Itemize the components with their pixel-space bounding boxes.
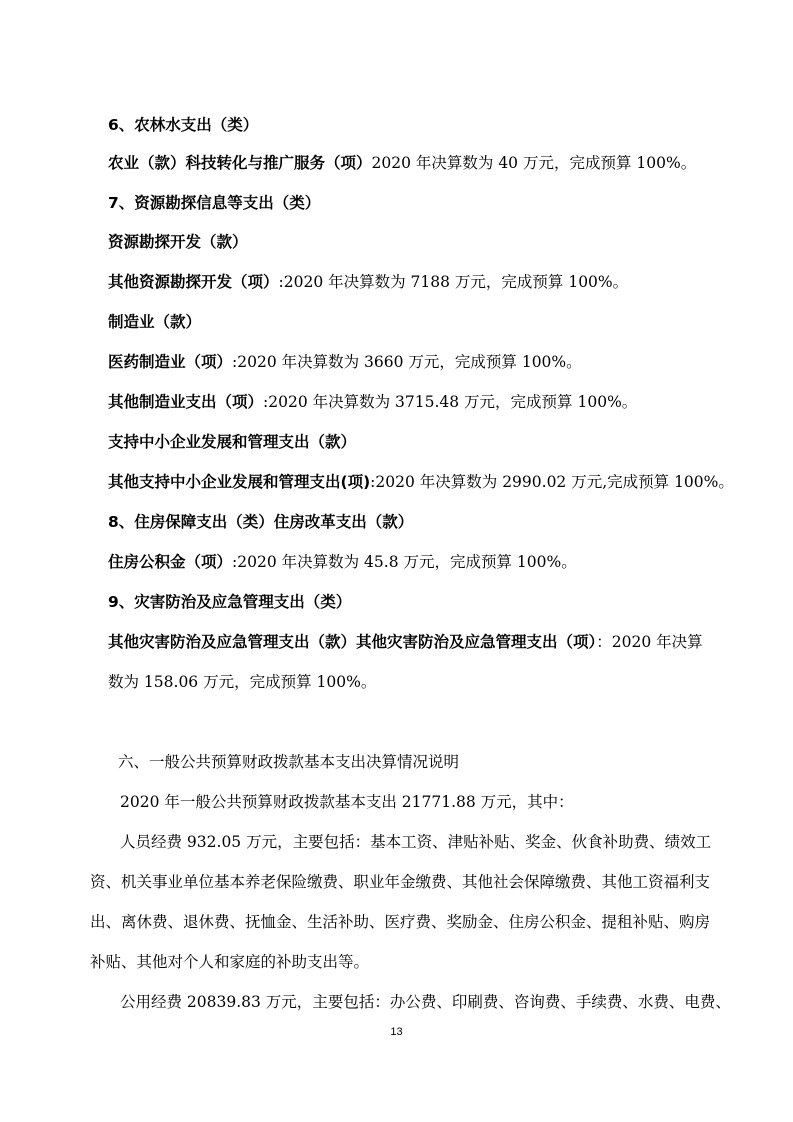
item-other-disaster-cont: 数为 158.06 万元，完成预算 100%。 bbox=[108, 673, 377, 691]
heading-disaster: 9、灾害防治及应急管理支出（类） bbox=[108, 593, 352, 611]
subheading-resource-dev: 资源勘探开发（款） bbox=[108, 233, 248, 251]
item-other-sme: 其他支持中小企业发展和管理支出(项):2020 年决算数为 2990.02 万元,完成预算 100%。 bbox=[108, 473, 734, 491]
para-personnel-1: 人员经费 932.05 万元，主要包括：基本工资、津贴补贴、奖金、伙食补助费、绩效工 bbox=[120, 833, 712, 851]
subheading-manufacturing: 制造业（款） bbox=[108, 313, 202, 331]
heading-agriculture: 6、农林水支出（类） bbox=[108, 116, 259, 134]
heading-resource: 7、资源勘探信息等支出（类） bbox=[108, 194, 321, 212]
item-other-manufacturing: 其他制造业支出（项）:2020 年决算数为 3715.48 万元，完成预算 100%。 bbox=[108, 393, 638, 411]
heading-housing: 8、住房保障支出（类）住房改革支出（款） bbox=[108, 513, 414, 531]
para-personnel-3: 出、离休费、退休费、抚恤金、生活补助、医疗费、奖励金、住房公积金、提租补贴、购房 bbox=[90, 913, 711, 931]
item-agri-tech: 农业（款）科技转化与推广服务（项）2020 年决算数为 40 万元，完成预算 100%。 bbox=[108, 154, 697, 172]
page-number: 13 bbox=[390, 1026, 403, 1038]
para-basic-expenditure: 2020 年一般公共预算财政拨款基本支出 21771.88 万元，其中： bbox=[120, 793, 574, 811]
item-other-resource: 其他资源勘探开发（项）:2020 年决算数为 7188 万元，完成预算 100%。 bbox=[108, 273, 629, 291]
para-public-1: 公用经费 20839.83 万元，主要包括：办公费、印刷费、咨询费、手续费、水费、电费、 bbox=[120, 993, 731, 1011]
section-heading-six: 六、一般公共预算财政拨款基本支出决算情况说明 bbox=[118, 753, 460, 771]
para-personnel-4: 补贴、其他对个人和家庭的补助支出等。 bbox=[90, 953, 370, 971]
para-personnel-2: 资、机关事业单位基本养老保险缴费、职业年金缴费、其他社会保障缴费、其他工资福利支 bbox=[90, 873, 711, 891]
item-pharma: 医药制造业（项）:2020 年决算数为 3660 万元，完成预算 100%。 bbox=[108, 353, 582, 371]
subheading-sme: 支持中小企业发展和管理支出（款） bbox=[108, 433, 357, 451]
item-housing-fund: 住房公积金（项）:2020 年决算数为 45.8 万元，完成预算 100%。 bbox=[108, 553, 577, 571]
item-other-disaster: 其他灾害防治及应急管理支出（款）其他灾害防治及应急管理支出（项）：2020 年决算 bbox=[108, 633, 703, 651]
